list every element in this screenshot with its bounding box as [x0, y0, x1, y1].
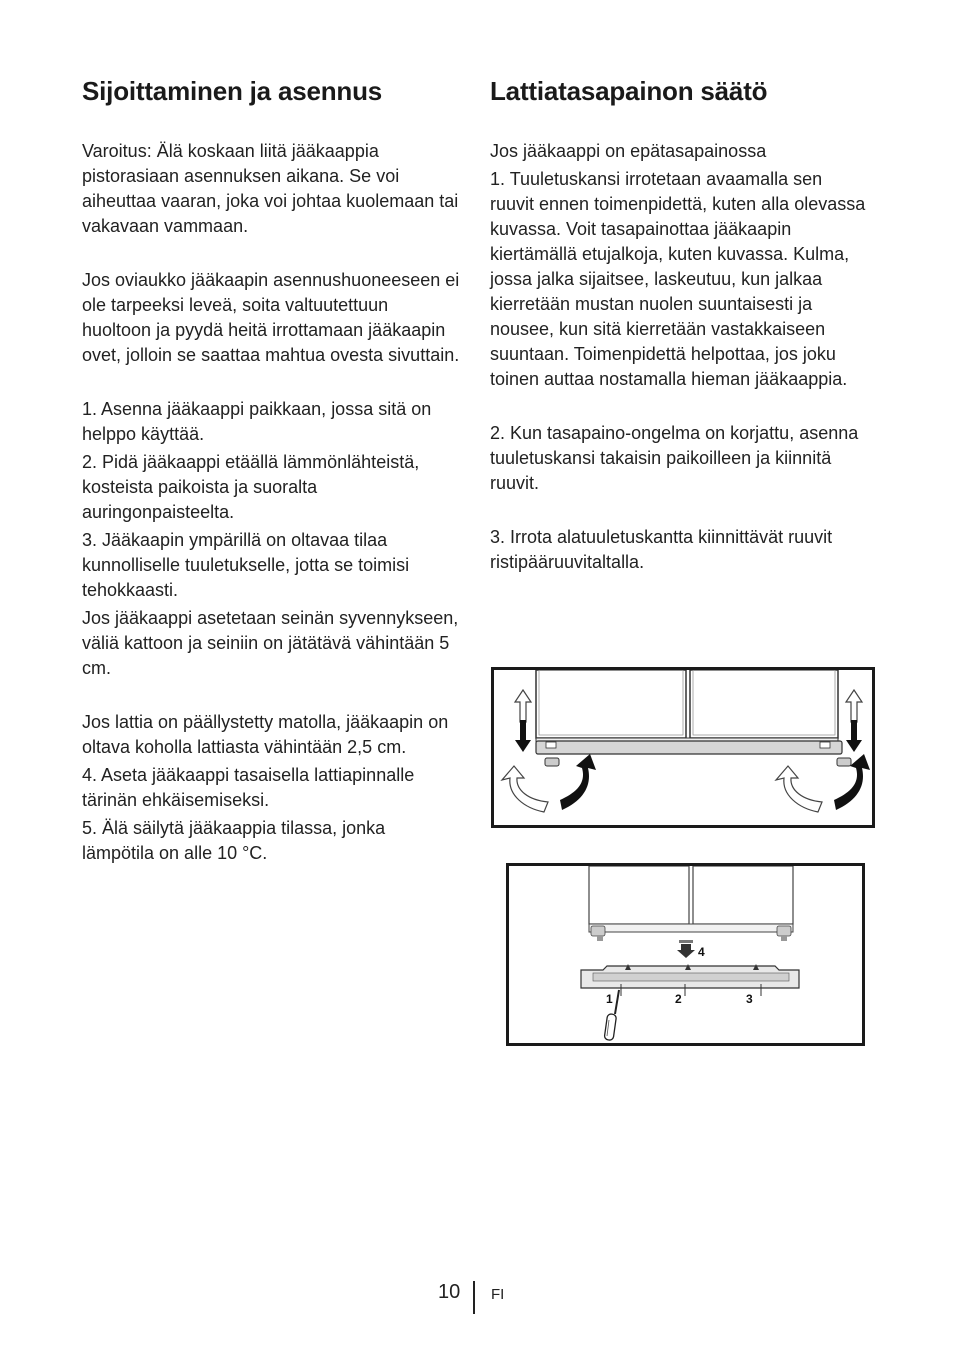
- instruction-3: 3. Jääkaapin ympärillä on oltavaa tilaa kunnolliselle tuuletukselle, jotta se toimisi tehokkaasti.: [82, 530, 410, 600]
- instruction-4: 4. Aseta jääkaappi tasaisella lattiapinnalle tärinän ehkäisemiseksi.: [82, 765, 415, 810]
- leveling-step-2: 2. Kun tasapaino-ongelma on korjattu, asenna tuuletuskansi takaisin paikoilleen ja kiinnitä ruuvit.: [490, 423, 859, 493]
- up-arrow-icon: [846, 690, 862, 722]
- leveling-step-3: 3. Irrota alatuuletuskantta kiinnittävät ruuvit ristipääruuvitaltalla.: [490, 527, 833, 572]
- section-heading-leveling: Lattiatasapainon säätö: [490, 76, 768, 106]
- recess-paragraph: Jos jääkaappi asetetaan seinän syvennykseen, väliä kattoon ja seiniin on jätätävä vähintään 5 cm.: [82, 608, 459, 678]
- ventilation-cover-illustration: [509, 866, 862, 1043]
- right-column: [490, 70, 870, 575]
- label-1: 1: [606, 992, 613, 1006]
- rotate-open-arrow-icon: [776, 766, 822, 812]
- ventilation-cover: [536, 741, 842, 754]
- left-column: [82, 70, 462, 866]
- instruction-5: 5. Älä säilytä jääkaappia tilassa, jonka lämpötila on alle 10 °C.: [82, 818, 386, 863]
- section-heading-placement: Sijoittaminen ja asennus: [82, 76, 383, 106]
- page-number: 10: [438, 1281, 461, 1303]
- unbalanced-intro: Jos jääkaappi on epätasapainossa: [490, 141, 767, 161]
- right-door-outline: [690, 670, 838, 738]
- leveling-feet-figure: [491, 667, 875, 828]
- footer-divider: [473, 1281, 475, 1314]
- label-2: 2: [675, 992, 682, 1006]
- instruction-1: 1. Asenna jääkaappi paikkaan, jossa sitä on helppo käyttää.: [82, 399, 432, 444]
- label-4: 4: [698, 945, 705, 959]
- down-arrow-icon: [846, 720, 862, 752]
- left-door-outline: [536, 670, 686, 738]
- leveling-feet-illustration: [494, 670, 872, 825]
- leveling-step-1: 1. Tuuletuskansi irrotetaan avaamalla sen ruuvit ennen toimenpidettä, kuten alla olevassa kuvassa. Voit tasapainottaa jääkaapin kiertämällä etujalkoja, kuten kuvassa. Kulma, jossa jalka sijaitsee, laskeutuu, kun jalkaa kierretään mustan nuolen suuntaisesti ja nousee, kun sitä kierretään vastakkaiseen suuntaan. Toimenpidettä helpottaa, jos joku toinen auttaa nostamalla hieman jääkaappia.: [490, 169, 866, 389]
- doorway-paragraph: Jos oviaukko jääkaapin asennushuoneeseen ei ole tarpeeksi leveä, soita valtuutettuun huoltoon ja pyydä heitä irrottamaan jääkaapin ovet, jolloin se saattaa mahtua ovesta sivuttain.: [82, 270, 460, 365]
- carpet-paragraph: Jos lattia on päällystetty matolla, jääkaapin on oltava koholla lattiasta vähintään 2,5 cm.: [82, 712, 449, 757]
- label-3: 3: [746, 992, 753, 1006]
- ventilation-cover-figure: [506, 863, 865, 1046]
- left-foot: [545, 758, 559, 766]
- down-arrow-icon: [515, 720, 531, 752]
- up-arrow-icon: [515, 690, 531, 722]
- rotate-solid-arrow-icon: [560, 754, 596, 810]
- language-code: FI: [491, 1286, 505, 1303]
- instruction-2: 2. Pidä jääkaappi etäällä lämmönlähteistä, kosteista paikoista ja suoralta auringonpaisteelta.: [82, 452, 420, 522]
- rotate-open-arrow-icon: [502, 766, 548, 812]
- warning-paragraph: Varoitus: Älä koskaan liitä jääkaappia pistorasiaan asennuksen aikana. Se voi aiheuttaa vaaran, joka voi johtaa kuolemaan tai vakavaan vammaan.: [82, 141, 459, 236]
- down-arrow-icon: [677, 944, 695, 958]
- right-foot: [837, 758, 851, 766]
